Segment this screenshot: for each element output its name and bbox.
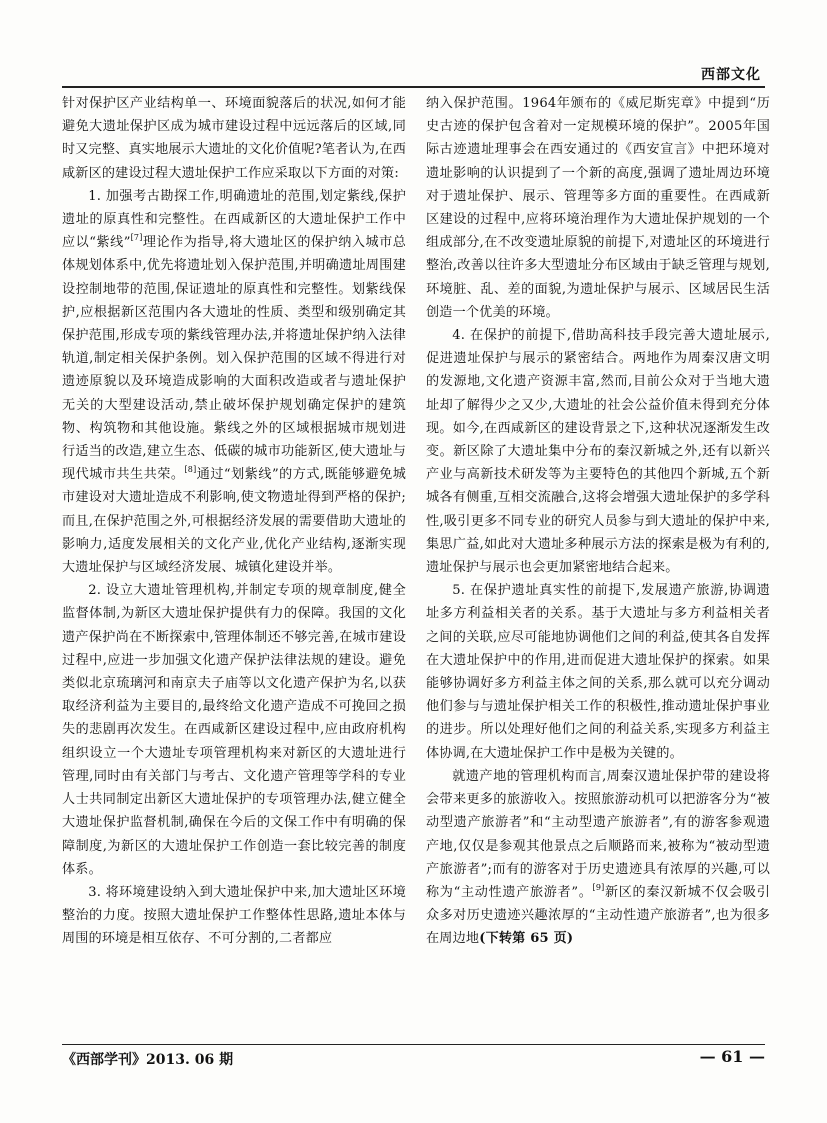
item1-text-c: 通过“划紫线”的方式,既能够避免城市建设对大遗址造成不利影响,使文物遗址得到严格的保护;而且,在保护范围之外,可根据经济发展的需要借助大遗址的影响力,适度发展相关的文化产业,优化产业结构,逐渐实现大遗址保护与区域经济发展、城镇化建设并举。 [62, 467, 406, 576]
left-column [62, 92, 406, 1042]
right-column [426, 92, 770, 1042]
page-footer [62, 1044, 765, 1070]
paragraph-item-4: 4. 在保护的前提下,借助高科技手段完善大遗址展示,促进遗址保护与展示的紧密结合。两地作为周秦汉唐文明的发源地,文化遗产资源丰富,然而,目前公众对于当地大遗址却了解得少之又少,大遗址的社会公益价值未得到充分体现。如今,在西咸新区的建设背景之下,这种状况逐渐发生改变。新区除了大遗址集中分布的秦汉新城之外,还有以新兴产业与高新技术研发等为主要特色的其他四个新城,五个新城各有侧重,互相交流融合,这将会增强大遗址保护的多学科性,吸引更多不同专业的研究人员参与到大遗址的保护中来,集思广益,如此对大遗址多种展示方法的探索是极为有利的,遗址保护与展示也会更加紧密地结合起来。 [426, 328, 770, 576]
item1-text-a: 1. 加强考古勘探工作,明确遗址的范围,划定紫线,保护遗址的原真性和完整性。在西咸新区的大遗址保护工作中应以“紫线” [62, 188, 406, 251]
tourism-text-a: 就遗产地的管理机构而言,周秦汉遗址保护带的建设将会带来更多的旅游收入。按照旅游动机可以把游客分为“被动型遗产旅游者”和“主动型遗产旅游者”,有的游客参观遗产地,仅仅是参观其他景点之后顺路而来,被称为“被动型遗产旅游者”;而有的游客对于历史遗迹具有浓厚的兴趣,可以称为“主动性遗产旅游者”。 [426, 768, 770, 900]
paragraph-item-2: 2. 设立大遗址管理机构,并制定专项的规章制度,健全监督体制,为新区大遗址保护提供有力的保障。我国的文化遗产保护尚在不断探索中,管理体制还不够完善,在城市建设过程中,应进一步加强文化遗产保护法律法规的建设。避免类似北京琉璃河和南京夫子庙等以文化遗产保护为名,以获取经济利益为主要目的,最终给文化遗产造成不可挽回之损失的悲剧再次发生。在西咸新区建设过程中,应由政府机构组织设立一个大遗址专项管理机构来对新区的大遗址进行管理,同时由有关部门与考古、文化遗产管理等学科的专业人士共同制定出新区大遗址保护的专项管理办法,健立健全大遗址保护监督机制,确保在今后的文保工作中有明确的保障制度,为新区的大遗址保护工作创造一套比较完善的制度体系。 [62, 583, 406, 877]
paragraph-item-3-cont: 纳入保护范围。1964年颁布的《威尼斯宪章》中提到“历史古迹的保护包含着对一定规模环境的保护”。2005年国际古迹遗址理事会在西安通过的《西安宣言》中把环境对遗址影响的认识提到了一个新的高度,强调了遗址周边环境对于遗址保护、展示、管理等多方面的重要性。在西咸新区建设的过程中,应将环境治理作为大遗址保护规划的一个组成部分,在不改变遗址原貌的前提下,对遗址区的环境进行整治,改善以往许多大型遗址分布区域由于缺乏管理与规划,环境脏、乱、差的面貌,为遗址保护与展示、区域居民生活创造一个优美的环境。 [426, 96, 770, 320]
section-title: 西部文化 [701, 67, 761, 83]
journal-name: 《西部学刊》2013. 06 期 [62, 1052, 234, 1068]
paragraph-item-3-start: 3. 将环境建设纳入到大遗址保护中来,加大遗址区环境整治的力度。按照大遗址保护工作整体性思路,遗址本体与周围的环境是相互依存、不可分割的,二者都应 [62, 884, 406, 947]
header-rule [62, 86, 765, 88]
item1-text-b: 理论作为指导,将大遗址区的保护纳入城市总体规划体系中,优先将遗址划入保护范围,并明确遗址周围建设控制地带的范围,保证遗址的原真性和完整性。划紫线保护,应根据新区范围内各大遗址的性质、类型和级别确定其保护范围,形成专项的紫线管理办法,并将遗址保护纳入法律轨道,制定相关保护条例。划入保护范围的区域不得进行对遗迹原貌以及环境造成影响的大面积改造或者与遗址保护无关的大型建设活动,禁止破坏保护规划确定保护的建筑物、构筑物和其他设施。紫线之外的区域根据城市规划进行适当的改造,建立生态、低碳的城市功能新区,使大遗址与现代城市共生共荣。 [62, 235, 406, 483]
tourism-text-b: 新区的秦汉新城不仅会吸引众多对历史遗迹兴趣浓厚的“主动性遗产旅游者”,也为很多在周边地 [426, 884, 770, 947]
footer-rule [62, 1044, 765, 1045]
reference-7: [7] [130, 233, 143, 243]
page-number: — 61 — [699, 1047, 765, 1066]
reference-8: [8] [184, 465, 197, 475]
continued-note: (下转第 65 页) [479, 931, 574, 947]
page-header [62, 62, 765, 84]
paragraph-tourism [426, 765, 770, 951]
reference-9: [9] [592, 882, 605, 892]
intro-paragraph: 针对保护区产业结构单一、环境面貌落后的状况,如何才能避免大遗址保护区成为城市建设过程中远远落后的区域,同时又完整、真实地展示大遗址的文化价值呢?笔者认为,在西咸新区的建设过程大遗址保护工作应采取以下方面的对策: [62, 96, 406, 181]
paragraph-item-1 [62, 185, 406, 579]
article-body [62, 92, 770, 1042]
paragraph-item-5: 5. 在保护遗址真实性的前提下,发展遗产旅游,协调遗址多方利益相关者的关系。基于大遗址与多方利益相关者之间的关联,应尽可能地协调他们之间的利益,使其各自发挥在大遗址保护中的作用,进而促进大遗址保护的探索。如果能够协调好多方利益主体之间的关系,那么就可以充分调动他们参与与遗址保护相关工作的积极性,推动遗址保护事业的进步。所以处理好他们之间的利益关系,实现多方利益主体协调,在大遗址保护工作中是极为关键的。 [426, 583, 770, 761]
